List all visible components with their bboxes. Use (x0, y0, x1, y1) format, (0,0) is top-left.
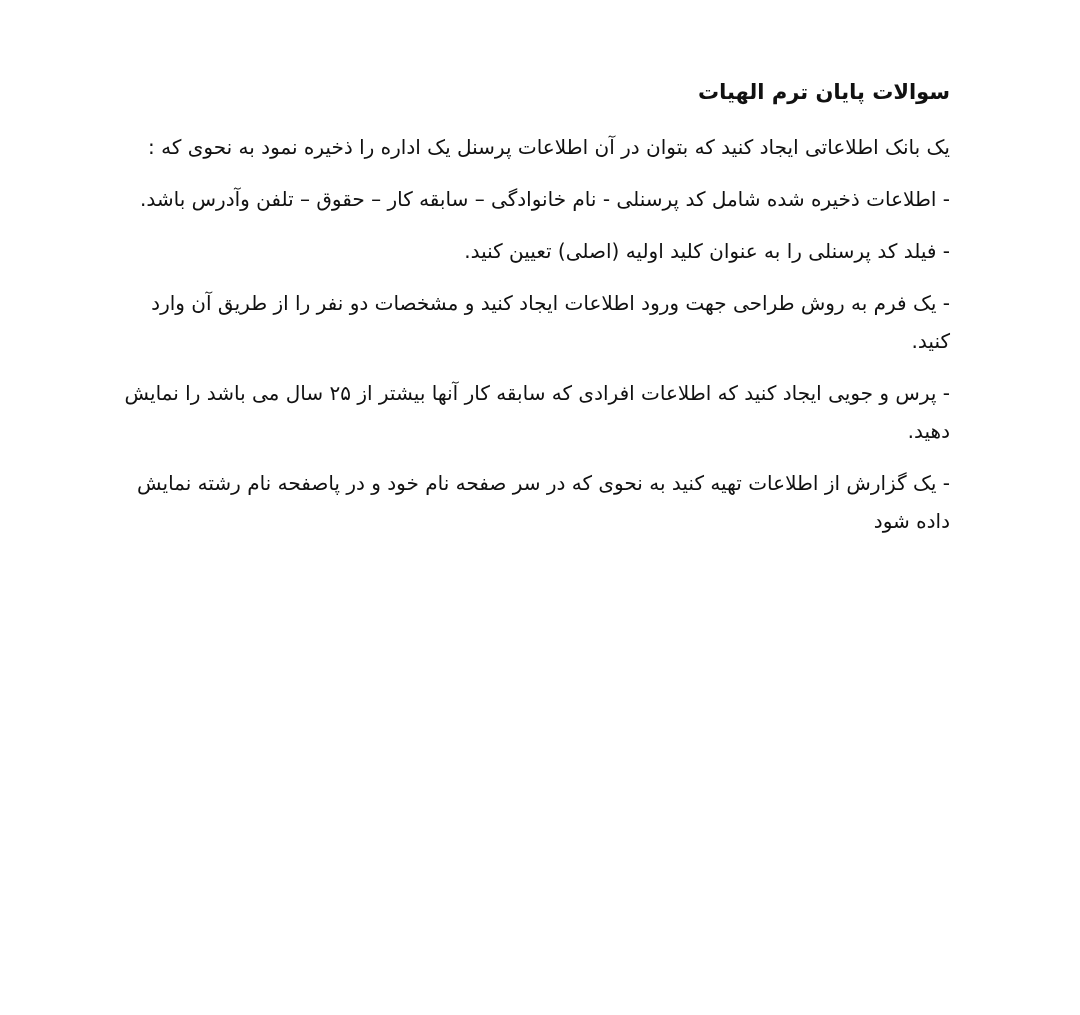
intro-paragraph: یک بانک اطلاعاتی ایجاد کنید که بتوان در آن اطلاعات پرسنل یک اداره را ذخیره نمود به نحوی که : (148, 135, 950, 159)
task-item-1: - اطلاعات ذخیره شده شامل کد پرسنلی - نام خانوادگی – سابقه کار – حقوق – تلفن وآدرس باشد. (139, 187, 950, 211)
document-title: سوالات پایان ترم الهیات (698, 80, 950, 104)
task-item-5: - یک گزارش از اطلاعات تهیه کنید به نحوی که در سر صفحه نام خود و در پاصفحه نام رشته نمایش داده شود (137, 471, 950, 533)
task-item-4: - پرس و جویی ایجاد کنید که اطلاعات افرادی که سابقه کار آنها بیشتر از ۲۵ سال می باشد را نمایش دهید. (124, 381, 950, 443)
task-item-3: - یک فرم به روش طراحی جهت ورود اطلاعات ایجاد کنید و مشخصات دو نفر را از طریق آن وارد کنید. (151, 291, 950, 353)
task-item-2: - فیلد کد پرسنلی را به عنوان کلید اولیه (اصلی) تعیین کنید. (464, 239, 950, 263)
document-body (110, 70, 950, 554)
task-list (110, 180, 950, 540)
